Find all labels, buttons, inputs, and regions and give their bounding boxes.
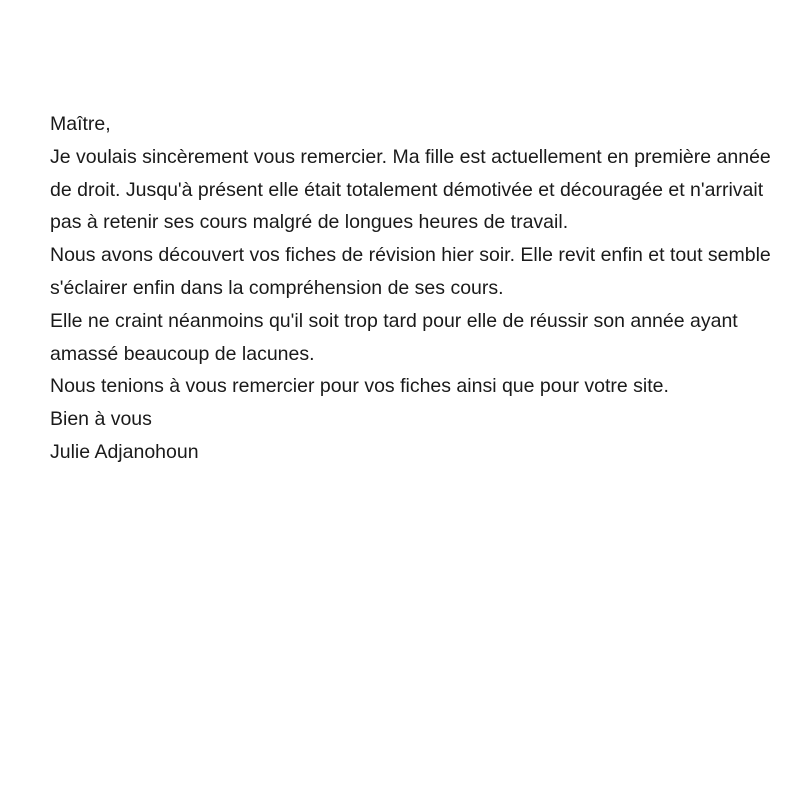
letter-body — [50, 108, 790, 469]
closing: Bien à vous — [50, 408, 152, 431]
salutation: Maître, — [50, 113, 111, 135]
paragraph-thanks: Je voulais sincèrement vous remercier. Ma fille est actuellement en première année de droit. Jusqu'à présent elle était totalement démotivée et découragée et n'arrivait pas à retenir ses cours malgré de longues heures de travail. — [50, 145, 771, 234]
paragraph-discovery: Nous avons découvert vos fiches de révision hier soir. Elle revit enfin et tout semble s'éclairer enfin dans la compréhension de ses cours. — [50, 244, 771, 299]
paragraph-concern: Elle ne craint néanmoins qu'il soit trop tard pour elle de réussir son année ayant amassé beaucoup de lacunes. — [50, 309, 738, 365]
paragraph-gratitude: Nous tenions à vous remercier pour vos fiches ainsi que pour votre site. — [50, 375, 669, 398]
signature: Julie Adjanohoun — [50, 440, 199, 463]
